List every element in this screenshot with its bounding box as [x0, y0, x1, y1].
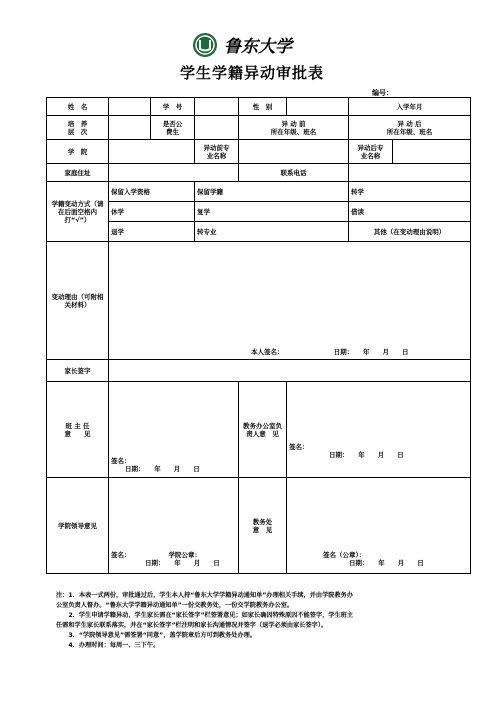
reason-sign-label: 本人签名： [251, 348, 284, 356]
footnote-line: 2．学生申请学籍异动，学生家长需在“家长签字”栏签署意见；如家长确因特殊原因不能签字，学生班主 [56, 612, 354, 619]
footnote-line: 3．“学院领导意见”需签署“同意”，盖学院章后方可到教务处办理。 [56, 632, 257, 639]
gender-field[interactable] [287, 98, 349, 116]
college-leader-label: 学院领导意见 [47, 478, 109, 574]
phone-label: 联系电话 [239, 164, 349, 182]
head-teacher-date-label: 日期： 年 月 日 [125, 465, 200, 473]
home-address-label: 家庭住址 [47, 164, 109, 182]
academic-affairs-opinion-field[interactable] [287, 478, 471, 574]
gender-label: 性 别 [239, 98, 287, 116]
option-suspend[interactable]: 休学 [109, 202, 195, 222]
footnote-line: 公室负责人督办。“鲁东大学学籍异动通知单”一份交教务处，一份交学院教务办公室。 [56, 602, 294, 609]
option-change-major[interactable]: 转专业 [195, 222, 349, 242]
change-type-label: 学籍变动方式（请在后面空格内打“√”） [47, 182, 109, 242]
academic-affairs-date-label: 日期： 年 月 日 [349, 559, 424, 567]
parent-sign-label: 家长签字 [47, 360, 109, 382]
form-title: 学生学籍异动审批表 [179, 64, 324, 82]
parent-sign-field[interactable] [109, 360, 471, 382]
footnote-line: 注：1．本表一式两份，审批通过后，学生本人持“鲁东大学学籍异动通知单”办理相关手续，并由学院教务办 [56, 592, 354, 599]
option-retain-admission[interactable]: 保留入学资格 [109, 182, 195, 202]
college-leader-opinion-field[interactable] [109, 478, 239, 574]
academic-affairs-sign-label: 签名（公章）： [323, 551, 366, 559]
serial-number-label: 编号： [372, 89, 393, 97]
before-grade-class-label: 异 动 前 所在年级、班名 [239, 116, 349, 140]
student-id-field[interactable] [195, 98, 239, 116]
footnote-line: 4．办理时间：每周一、三下午。 [56, 642, 160, 649]
option-resume[interactable]: 复学 [195, 202, 349, 222]
college-field[interactable] [109, 140, 195, 164]
training-level-field[interactable] [109, 116, 151, 140]
name-field[interactable] [109, 98, 151, 116]
after-major-label: 异动后专 业名称 [349, 140, 393, 164]
option-withdraw[interactable]: 退学 [109, 222, 195, 242]
footnotes [56, 591, 480, 651]
after-grade-class-label: 异 动 后 所在年级、班名 [349, 116, 471, 140]
self-funded-field[interactable] [195, 116, 239, 140]
approval-form-table [46, 97, 471, 574]
before-major-field[interactable] [239, 140, 349, 164]
reason-label: 变动理由（可附相关材料） [47, 242, 109, 360]
enroll-date-label: 入学年月 [349, 98, 471, 116]
admin-office-sign-label: 签名： [289, 443, 309, 451]
college-seal-label: 学院公章： [168, 551, 201, 559]
college-leader-sign-label: 签名： [111, 551, 131, 559]
reason-field[interactable] [109, 242, 471, 360]
admin-office-opinion-field[interactable] [287, 382, 471, 478]
student-id-label: 学 号 [151, 98, 195, 116]
university-logo [190, 30, 310, 60]
admin-office-label: 教务办公室负责人意 见 [239, 382, 287, 478]
footnote-line: 任需和学生家长联系落实，并在“家长签字”栏注明和家长沟通情况并签字（退学必须由家长签字）。 [56, 622, 328, 629]
head-teacher-sign-label: 签名： [111, 457, 131, 465]
head-teacher-opinion-field[interactable] [109, 382, 239, 478]
option-transfer-school[interactable]: 转学 [349, 182, 471, 202]
logo-wordmark: 鲁东大学 [224, 37, 292, 57]
self-funded-label: 是否公 费生 [151, 116, 195, 140]
admin-office-date-label: 日期： 年 月 日 [329, 451, 404, 459]
option-other[interactable]: 其他（在变动理由说明） [349, 222, 471, 242]
name-label: 姓 名 [47, 98, 109, 116]
option-visiting[interactable]: 借读 [349, 202, 471, 222]
after-major-field[interactable] [393, 140, 471, 164]
training-level-label: 培 养 层 次 [47, 116, 109, 140]
phone-field[interactable] [349, 164, 471, 182]
head-teacher-label: 班 主 任 意 见 [47, 382, 109, 478]
college-label: 学 院 [47, 140, 109, 164]
academic-affairs-label: 教务处 意 见 [239, 478, 287, 574]
college-leader-date-label: 日期： 年 月 日 [145, 559, 220, 567]
reason-date-label: 日期： 年 月 日 [333, 348, 409, 356]
home-address-field[interactable] [109, 164, 239, 182]
before-major-label: 异动前专 业名称 [195, 140, 239, 164]
option-retain-status-cell[interactable]: 保留学籍 [195, 182, 349, 202]
